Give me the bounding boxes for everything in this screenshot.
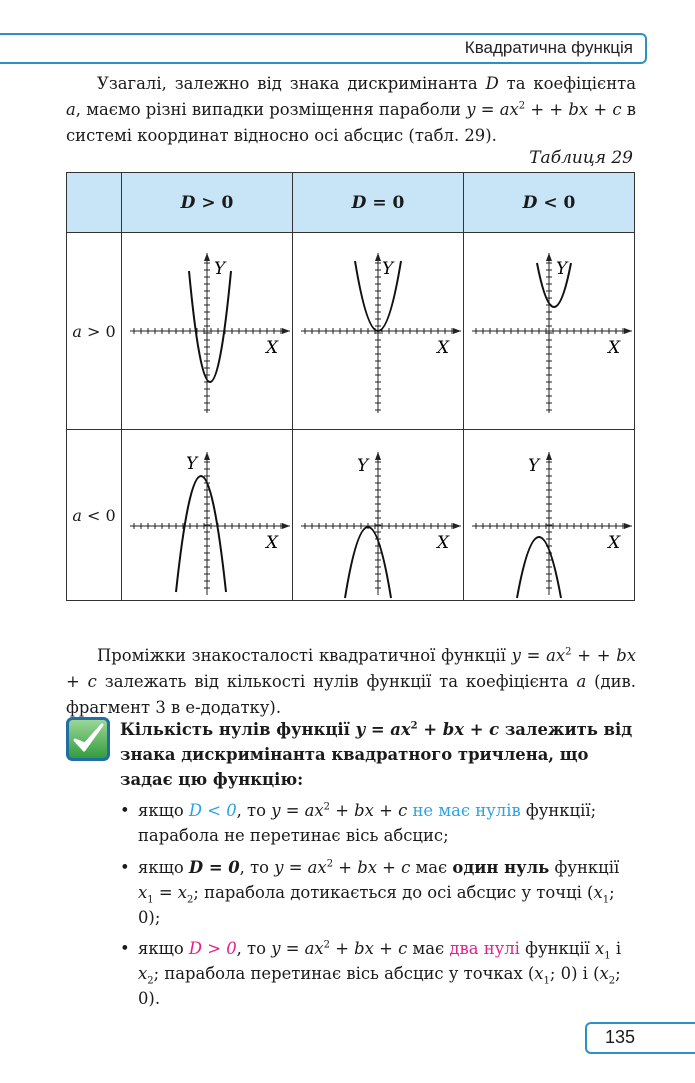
graph-down-no-roots	[464, 430, 634, 600]
col-header-d-positive: D > 0	[122, 173, 293, 233]
graph-up-two-roots	[122, 233, 292, 429]
graph-cell	[122, 430, 293, 601]
axis-y-label: Y	[214, 259, 226, 279]
bullet-d-zero: • якщо D = 0, то $y = ax^2$ + bx + c має один нуль функції $x_1 = x_2$; парабола дотикається до осі абсцис у точці ($x_1$; 0);	[120, 858, 620, 927]
graph-cell	[464, 233, 635, 430]
parabola-table	[66, 172, 635, 601]
row-label-a-negative: a < 0	[67, 430, 122, 601]
axis-x-label: X	[608, 533, 621, 553]
graph-up-one-root	[293, 233, 463, 429]
axis-y-label: Y	[186, 454, 198, 474]
axis-x-label: X	[266, 338, 279, 358]
bullet-d-negative: • якщо D < 0, то $y = ax^2$ + bx + c не має нулів функції; парабола не перетинає вісь абсцис;	[120, 801, 597, 845]
sign-intervals-paragraph: Проміжки знакосталості квадратичної функції $y = ax^2$ + + bx + c залежать від кількості нулів функції та коефіцієнта a (див. фрагмент 3 в е-додатку).	[66, 646, 636, 717]
parabola-curve	[345, 527, 391, 598]
axis-x-label: X	[437, 533, 450, 553]
intro-paragraph: Узагалі, залежно від знака дискримінанта D та коефіцієнта a, маємо різні випадки розміщення параболи $y = ax^2$ + + bx + c в системі координат відносно осі абсцис (табл. 29).	[66, 74, 636, 145]
page-number-box	[585, 1022, 695, 1054]
graph-cell	[293, 233, 464, 430]
axis-y-label: Y	[528, 456, 540, 476]
parabola-curve	[176, 476, 226, 592]
parabola-curve	[517, 537, 561, 598]
table-caption: Таблиця 29	[529, 148, 633, 168]
graph-down-one-root	[293, 430, 463, 600]
chapter-title: Квадратична функція	[464, 38, 633, 57]
axis-x-label: X	[266, 533, 279, 553]
axis-y-label: Y	[357, 456, 369, 476]
running-header	[0, 33, 647, 64]
graph-down-two-roots	[122, 430, 292, 600]
table-header-row	[67, 173, 635, 233]
table-row-a-positive	[67, 233, 635, 430]
check-mark-icon	[66, 717, 110, 761]
zeros-rule: Кількість нулів функції $y = ax^2$ + bx + c залежить від знака дискримінанта квадратного тричлена, що задає цю функцію:	[120, 720, 633, 789]
col-header-d-negative: D < 0	[464, 173, 635, 233]
axis-x-label: X	[608, 338, 621, 358]
graph-up-no-roots	[464, 233, 634, 429]
axis-y-label: Y	[382, 259, 394, 279]
page-number: 135	[605, 1027, 636, 1047]
graph-cell	[293, 430, 464, 601]
axis-x-label: X	[437, 338, 450, 358]
col-header-d-zero: D = 0	[293, 173, 464, 233]
graph-cell	[122, 233, 293, 430]
graph-cell	[464, 430, 635, 601]
corner-cell	[67, 173, 122, 233]
axis-y-label: Y	[556, 259, 568, 279]
bullet-d-positive: • якщо D > 0, то $y = ax^2$ + bx + c має два нулі функції $x_1$ і $x_2$; парабола перетинає вісь абсцис у точках ($x_1$; 0) і ($x_2$; 0).	[120, 939, 622, 1008]
row-label-a-positive: a > 0	[67, 233, 122, 430]
table-row-a-negative	[67, 430, 635, 601]
